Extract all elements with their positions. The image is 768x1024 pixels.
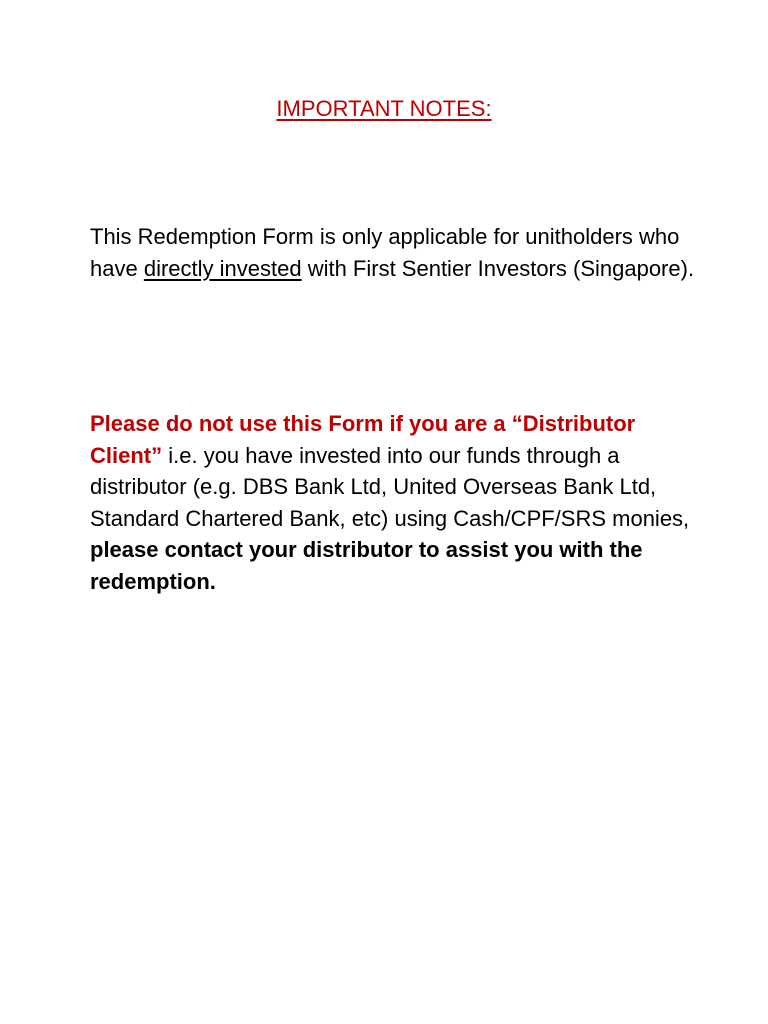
distributor-warning-body-text: i.e. you have invested into our funds through a distributor (e.g. DBS Bank Ltd, United Overseas Bank Ltd, Standard Chartered Bank, etc) using Cash/CPF/SRS monies, [90, 442, 690, 531]
applicability-paragraph [90, 221, 710, 284]
important-notes-heading: IMPORTANT NOTES: [276, 96, 492, 121]
applicability-lead-text: This Redemption Form is only applicable for unitholders who have [90, 224, 680, 281]
applicability-tail-text: with First Sentier Investors (Singapore). [301, 255, 695, 281]
distributor-warning-paragraph [90, 408, 710, 597]
directly-invested-emphasis: directly invested [143, 255, 302, 281]
distributor-warning-red-text: Please do not use this Form if you are a “Distributor Client” [90, 411, 636, 468]
contact-distributor-instruction: please contact your distributor to assist you with the redemption. [90, 537, 643, 594]
